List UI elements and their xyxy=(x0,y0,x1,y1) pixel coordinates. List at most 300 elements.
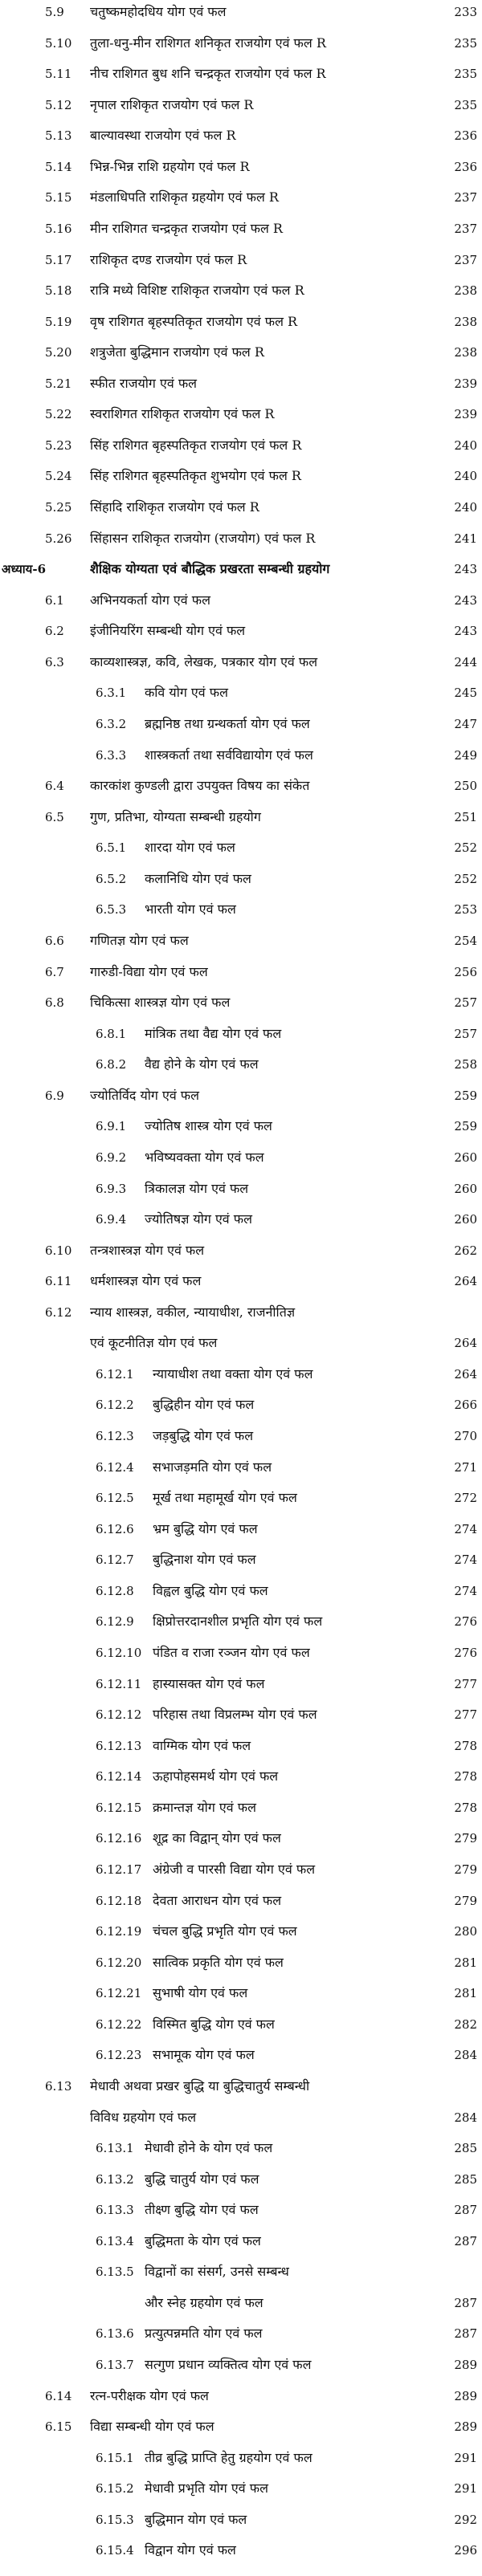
entry-number: 6.9.3 xyxy=(96,1181,127,1196)
page-number: 259 xyxy=(454,1088,477,1103)
entry-number: 6.13.2 xyxy=(96,2171,134,2187)
entry-number: 6.12.22 xyxy=(96,2016,142,2032)
page-number: 237 xyxy=(454,190,477,206)
entry-title: सात्विक प्रकृति योग एवं फल xyxy=(153,1954,284,1970)
page-number: 235 xyxy=(454,35,477,51)
page-number: 289 xyxy=(454,2358,477,2373)
entry-number: 6.12.13 xyxy=(96,1738,142,1753)
entry-number: 6.12.8 xyxy=(96,1583,134,1598)
toc-entry xyxy=(0,1364,482,1385)
entry-title: विद्वानों का संसर्ग, उनसे सम्बन्ध xyxy=(145,2264,289,2280)
entry-title: सिंह राशिगत बृहस्पतिकृत राजयोग एवं फल R xyxy=(90,437,302,453)
entry-number: 6.5.2 xyxy=(96,871,127,886)
entry-title: पंडित व राजा रञ्जन योग एवं फल xyxy=(153,1645,310,1660)
entry-title: नीच राशिगत बुध शनि चन्द्रकृत राजयोग एवं फल R xyxy=(90,66,326,82)
entry-number: 6.5.1 xyxy=(96,840,127,856)
entry-title: चिकित्सा शास्त्रज्ञ योग एवं फल xyxy=(90,995,231,1011)
page-number: 245 xyxy=(454,686,477,701)
page-number: 243 xyxy=(454,592,477,608)
page-number: 285 xyxy=(454,2171,477,2187)
entry-title: बुद्धि चातुर्य योग एवं फल xyxy=(145,2171,259,2187)
entry-number: 5.18 xyxy=(45,283,72,299)
entry-title: शत्रुजेता बुद्धिमान राजयोग एवं फल R xyxy=(90,344,264,360)
page-number: 254 xyxy=(454,933,477,948)
toc-entry xyxy=(0,2509,482,2530)
toc-entry xyxy=(0,1147,482,1168)
toc-entry xyxy=(0,837,482,858)
toc-entry xyxy=(0,682,482,703)
toc-entry xyxy=(0,930,482,951)
entry-number: 6.12.2 xyxy=(96,1398,134,1413)
entry-number: 6.3.3 xyxy=(96,747,127,763)
entry-number: 5.23 xyxy=(45,437,72,453)
entry-title: सभामूक योग एवं फल xyxy=(153,2047,255,2063)
entry-number: 5.19 xyxy=(45,314,72,329)
entry-title: कारकांश कुण्डली द्वारा उपयुक्त विषय का संकेत xyxy=(90,778,310,794)
entry-number: 5.14 xyxy=(45,159,72,174)
toc-entry xyxy=(0,962,482,983)
page-number: 235 xyxy=(454,67,477,82)
entry-title: सिंह राशिगत बृहस्पतिकृत शुभयोग एवं फल R xyxy=(90,468,301,484)
entry-number: 6.12.11 xyxy=(96,1676,142,1691)
entry-title: कलानिधि योग एवं फल xyxy=(145,870,251,886)
toc-entry xyxy=(0,2076,482,2097)
toc-entry xyxy=(0,590,482,611)
toc-entry xyxy=(0,33,482,54)
entry-number: 6.4 xyxy=(45,779,64,794)
entry-title: ब्रह्मनिष्ठ तथा ग्रन्थकर्ता योग एवं फल xyxy=(145,716,310,732)
toc-entry xyxy=(0,2107,482,2128)
entry-number: 6.12.18 xyxy=(96,1893,142,1908)
page-number: 277 xyxy=(454,1707,477,1723)
entry-number: 5.10 xyxy=(45,35,72,51)
entry-title: रत्न-परीक्षक योग एवं फल xyxy=(90,2387,209,2403)
toc-entry xyxy=(0,1457,482,1478)
toc-entry xyxy=(0,775,482,796)
page-number: 239 xyxy=(454,407,477,422)
page-number: 243 xyxy=(454,562,477,577)
page-number: 252 xyxy=(454,840,477,856)
page-number: 271 xyxy=(454,1459,477,1475)
page-number: 241 xyxy=(454,531,477,546)
page-number: 236 xyxy=(454,159,477,174)
entry-title: शूद्र का विद्वान् योग एवं फल xyxy=(153,1830,281,1846)
entry-title: वृष राशिगत बृहस्पतिकृत राजयोग एवं फल R xyxy=(90,313,298,329)
page-number: 259 xyxy=(454,1119,477,1134)
toc-entry xyxy=(0,2169,482,2190)
entry-number: 5.21 xyxy=(45,376,72,391)
entry-title: सत्गुण प्रधान व्यक्तित्व योग एवं फल xyxy=(145,2357,312,2373)
entry-title: बुद्धिहीन योग एवं फल xyxy=(153,1397,255,1413)
page-number: 238 xyxy=(454,314,477,329)
entry-title: जड़बुद्धि योग एवं फल xyxy=(153,1428,254,1444)
page-number: 282 xyxy=(454,2016,477,2032)
entry-title: सिंहासन राशिकृत राजयोग (राजयोग) एवं फल R xyxy=(90,530,316,546)
page-number: 257 xyxy=(454,1026,477,1041)
entry-title: हास्यासक्त योग एवं फल xyxy=(153,1675,265,1691)
page-number: 244 xyxy=(454,654,477,669)
toc-entry xyxy=(0,2261,482,2282)
entry-title: क्षिप्रोत्तरदानशील प्रभृति योग एवं फल xyxy=(153,1614,323,1630)
entry-number: 6.13.1 xyxy=(96,2141,134,2156)
toc-entry xyxy=(0,95,482,116)
page-number: 278 xyxy=(454,1800,477,1815)
entry-number: 6.3.1 xyxy=(96,686,127,701)
entry-title: स्वराशिगत राशिकृत राजयोग एवं फल R xyxy=(90,406,275,422)
page-number: 276 xyxy=(454,1646,477,1660)
entry-number: 6.15.2 xyxy=(96,2481,134,2497)
entry-title: भविष्यवक्ता योग एवं फल xyxy=(145,1149,264,1165)
entry-title: सिंहादि राशिकृत राजयोग एवं फल R xyxy=(90,499,259,515)
entry-title: गुण, प्रतिभा, योग्यता सम्बन्धी ग्रहयोग xyxy=(90,808,261,824)
entry-title: विह्वल बुद्धि योग एवं फल xyxy=(153,1582,268,1598)
toc-entry xyxy=(0,745,482,766)
entry-number: 6.1 xyxy=(45,592,64,608)
page-number: 240 xyxy=(454,469,477,484)
toc-entry xyxy=(0,1271,482,1292)
page-number: 247 xyxy=(454,717,477,732)
page-number: 237 xyxy=(454,221,477,236)
entry-number: 6.12.6 xyxy=(96,1521,134,1536)
page-number: 238 xyxy=(454,345,477,360)
toc-entry xyxy=(0,528,482,549)
entry-title: काव्यशास्त्रज्ञ, कवि, लेखक, पत्रकार योग एवं फल xyxy=(90,653,318,669)
entry-number: 6.12.15 xyxy=(96,1800,142,1815)
entry-title: भिन्न-भिन्न राशि ग्रहयोग एवं फल R xyxy=(90,158,250,174)
entry-number: 6.8.2 xyxy=(96,1057,127,1072)
entry-number: 5.20 xyxy=(45,345,72,360)
toc-entry xyxy=(0,280,482,301)
entry-number: 5.25 xyxy=(45,500,72,515)
entry-title: मेधावी अथवा प्रखर बुद्धि या बुद्धिचातुर्य सम्बन्धी xyxy=(90,2077,310,2094)
toc-entry xyxy=(0,1240,482,1261)
toc-entry xyxy=(0,1085,482,1106)
toc-entry xyxy=(0,2014,482,2035)
page-number: 239 xyxy=(454,376,477,391)
page-number: 249 xyxy=(454,747,477,763)
entry-number: 6.12 xyxy=(45,1304,72,1320)
toc-entry xyxy=(0,1642,482,1663)
entry-number: 5.12 xyxy=(45,97,72,112)
entry-title: ऊहापोहसमर्थ योग एवं फल xyxy=(153,1768,279,1784)
entry-title: कवि योग एवं फल xyxy=(145,685,228,701)
entry-title: ज्योतिर्विद योग एवं फल xyxy=(90,1087,199,1103)
toc-entry xyxy=(0,2448,482,2468)
entry-number: 6.2 xyxy=(45,624,64,639)
toc-entry xyxy=(0,187,482,208)
page-number: 281 xyxy=(454,1986,477,2001)
toc-entry xyxy=(0,497,482,518)
entry-title: अभिनयकर्ता योग एवं फल xyxy=(90,592,210,608)
page-number: 233 xyxy=(454,5,477,19)
page-number: 284 xyxy=(454,2048,477,2063)
page-number: 285 xyxy=(454,2141,477,2156)
toc-entry xyxy=(0,1302,482,1323)
page-number: 287 xyxy=(454,2326,477,2342)
page-number: 250 xyxy=(454,779,477,794)
page-number: 236 xyxy=(454,128,477,144)
page-number: 264 xyxy=(454,1366,477,1382)
entry-number: 6.5 xyxy=(45,809,64,824)
entry-title: सभाजड़मति योग एवं फल xyxy=(153,1459,272,1475)
page-number: 281 xyxy=(454,1955,477,1970)
entry-number: 5.13 xyxy=(45,128,72,144)
entry-number: 6.12.19 xyxy=(96,1924,142,1939)
toc-entry xyxy=(0,899,482,920)
entry-number: 6.15.3 xyxy=(96,2512,134,2527)
toc-entry xyxy=(0,1333,482,1353)
entry-number: 5.22 xyxy=(45,407,72,422)
page-number: 278 xyxy=(454,1769,477,1784)
entry-title: इंजीनियरिंग सम्बन्धी योग एवं फल xyxy=(90,623,246,639)
page-number: 274 xyxy=(454,1553,477,1568)
entry-title: अंग्रेजी व पारसी विद्या योग एवं फल xyxy=(153,1861,316,1877)
entry-number: 6.15.1 xyxy=(96,2450,134,2465)
toc-entry xyxy=(0,1921,482,1942)
entry-number: 6.9 xyxy=(45,1088,64,1103)
entry-title: रात्रि मध्ये विशिष्ट राशिकृत राजयोग एवं फल R xyxy=(90,283,304,299)
page-number: 257 xyxy=(454,995,477,1011)
entry-title: बाल्यावस्था राजयोग एवं फल R xyxy=(90,128,236,144)
entry-title: विद्वान योग एवं फल xyxy=(145,2542,236,2558)
toc-entry xyxy=(0,2200,482,2220)
entry-title: तन्त्रशास्त्रज्ञ योग एवं फल xyxy=(90,1242,205,1258)
chapter-label: अध्याय-6 xyxy=(2,562,47,577)
page-number: 252 xyxy=(454,871,477,886)
entry-title: धर्मशास्त्रज्ञ योग एवं फल xyxy=(90,1273,202,1289)
toc-entry xyxy=(0,2293,482,2314)
entry-number: 6.12.16 xyxy=(96,1831,142,1846)
page-number: 240 xyxy=(454,437,477,453)
entry-title: भ्रम बुद्धि योग एवं फल xyxy=(153,1520,258,1536)
page-number: 235 xyxy=(454,97,477,112)
toc-entry xyxy=(0,1116,482,1137)
page-number: 296 xyxy=(454,2543,477,2558)
entry-number: 6.12.3 xyxy=(96,1429,134,1444)
entry-number: 6.9.4 xyxy=(96,1212,127,1227)
entry-title: और स्नेह ग्रहयोग एवं फल xyxy=(145,2294,263,2310)
entry-title: सुभाषी योग एवं फल xyxy=(153,1985,248,2001)
entry-title: विस्मित बुद्धि योग एवं फल xyxy=(153,2016,275,2032)
toc-entry xyxy=(0,435,482,456)
toc-entry xyxy=(0,2478,482,2499)
toc-entry xyxy=(0,1828,482,1849)
toc-entry xyxy=(0,157,482,177)
page-number: 266 xyxy=(454,1398,477,1413)
page-number: 240 xyxy=(454,500,477,515)
page-number: 291 xyxy=(454,2450,477,2465)
toc-entry xyxy=(0,1704,482,1725)
toc-entry xyxy=(0,1023,482,1044)
entry-number: 6.13.4 xyxy=(96,2233,134,2248)
entry-title: परिहास तथा विप्रलम्भ योग एवं फल xyxy=(153,1707,317,1723)
entry-title: मंडलाधिपति राशिकृत ग्रहयोग एवं फल R xyxy=(90,189,279,206)
toc-entry xyxy=(0,125,482,146)
entry-title: त्रिकालज्ञ योग एवं फल xyxy=(145,1180,249,1196)
entry-title: वाग्मिक योग एवं फल xyxy=(153,1737,251,1753)
page-number: 253 xyxy=(454,902,477,918)
toc-entry xyxy=(0,250,482,271)
toc-entry xyxy=(0,1209,482,1230)
entry-number: 6.13.3 xyxy=(96,2203,134,2218)
toc-entry xyxy=(0,714,482,735)
entry-title: बुद्धिमता के योग एवं फल xyxy=(145,2232,261,2248)
toc-entry xyxy=(0,1394,482,1415)
toc-entry xyxy=(0,2386,482,2407)
entry-number: 6.12.9 xyxy=(96,1614,134,1630)
toc-entry xyxy=(0,1859,482,1880)
entry-title: विद्या सम्बन्धी योग एवं फल xyxy=(90,2419,214,2435)
entry-number: 6.9.1 xyxy=(96,1119,127,1134)
page-number: 251 xyxy=(454,809,477,824)
toc-entry xyxy=(0,1766,482,1787)
page-number: 260 xyxy=(454,1150,477,1165)
entry-number: 6.8.1 xyxy=(96,1026,127,1041)
entry-title: मूर्ख तथा महामूर्ख योग एवं फल xyxy=(153,1490,297,1506)
entry-title: मेधावी प्रभृति योग एवं फल xyxy=(145,2480,268,2497)
entry-title: मांत्रिक तथा वैद्य योग एवं फल xyxy=(145,1025,282,1041)
toc-entry xyxy=(0,2,482,22)
entry-number: 6.12.14 xyxy=(96,1769,142,1784)
page-number: 278 xyxy=(454,1738,477,1753)
toc-entry xyxy=(0,63,482,84)
toc-entry xyxy=(0,2540,482,2561)
entry-title: चंचल बुद्धि प्रभृति योग एवं फल xyxy=(153,1923,297,1939)
entry-title: भारती योग एवं फल xyxy=(145,901,236,918)
entry-title: नृपाल राशिकृत राजयोग एवं फल R xyxy=(90,96,254,112)
toc-entry xyxy=(0,2045,482,2065)
toc-entry xyxy=(0,1797,482,1818)
entry-number: 6.12.1 xyxy=(96,1366,134,1382)
page-number: 260 xyxy=(454,1212,477,1227)
entry-number: 6.12.17 xyxy=(96,1862,142,1877)
entry-number: 5.24 xyxy=(45,469,72,484)
page-number: 264 xyxy=(454,1336,477,1351)
entry-title: शारदा योग एवं फल xyxy=(145,840,235,856)
toc-entry xyxy=(0,1890,482,1911)
entry-number: 6.5.3 xyxy=(96,902,127,918)
entry-title: मेधावी होने के योग एवं फल xyxy=(145,2140,273,2156)
toc-entry xyxy=(0,2323,482,2344)
page-number: 274 xyxy=(454,1583,477,1598)
toc-entry xyxy=(0,1426,482,1447)
entry-number: 5.17 xyxy=(45,252,72,267)
entry-number: 6.11 xyxy=(45,1274,72,1289)
page-number: 292 xyxy=(454,2512,477,2527)
entry-number: 6.12.5 xyxy=(96,1491,134,1506)
entry-title: शैक्षिक योग्यता एवं बौद्धिक प्रखरता सम्बन्धी ग्रहयोग xyxy=(90,561,330,577)
page-number: 289 xyxy=(454,2419,477,2435)
entry-title: चतुष्कमहोदधिय योग एवं फल xyxy=(90,4,227,19)
toc-entry xyxy=(0,1487,482,1508)
entry-number: 5.16 xyxy=(45,221,72,236)
entry-title: वैद्य होने के योग एवं फल xyxy=(145,1056,259,1072)
page-number: 274 xyxy=(454,1521,477,1536)
toc-entry xyxy=(0,1054,482,1075)
toc-entry xyxy=(0,1674,482,1695)
toc-entry xyxy=(0,621,482,641)
page-number: 291 xyxy=(454,2481,477,2497)
toc-entry xyxy=(0,652,482,673)
toc-entry xyxy=(0,869,482,889)
entry-number: 6.14 xyxy=(45,2388,72,2403)
entry-number: 6.6 xyxy=(45,933,64,948)
toc-entry xyxy=(0,404,482,425)
entry-number: 6.15 xyxy=(45,2419,72,2435)
page-number: 260 xyxy=(454,1181,477,1196)
page-number: 272 xyxy=(454,1491,477,1506)
entry-title: तीक्ष्ण बुद्धि योग एवं फल xyxy=(145,2202,259,2218)
entry-title: एवं कूटनीतिज्ञ योग एवं फल xyxy=(90,1335,218,1351)
toc-entry xyxy=(0,2231,482,2252)
page-number: 284 xyxy=(454,2110,477,2125)
toc-entry xyxy=(0,1952,482,1973)
page-number: 270 xyxy=(454,1429,477,1444)
entry-number: 6.12.7 xyxy=(96,1553,134,1568)
entry-number: 5.15 xyxy=(45,190,72,206)
entry-number: 5.9 xyxy=(45,5,64,19)
page-number: 262 xyxy=(454,1243,477,1258)
entry-title: गणितज्ञ योग एवं फल xyxy=(90,932,189,948)
entry-title: गारुडी-विद्या योग एवं फल xyxy=(90,963,208,979)
entry-number: 6.12.12 xyxy=(96,1707,142,1723)
entry-title: क्रमान्तज्ञ योग एवं फल xyxy=(153,1799,256,1815)
entry-number: 6.10 xyxy=(45,1243,72,1258)
page-number: 279 xyxy=(454,1862,477,1877)
entry-number: 6.13.6 xyxy=(96,2326,134,2342)
page-number: 264 xyxy=(454,1274,477,1289)
toc-entry xyxy=(0,342,482,363)
toc-entry xyxy=(0,2354,482,2375)
toc-entry xyxy=(0,1581,482,1601)
entry-number: 6.3.2 xyxy=(96,717,127,732)
entry-title: देवता आराधन योग एवं फल xyxy=(153,1892,282,1908)
entry-number: 6.9.2 xyxy=(96,1150,127,1165)
toc-entry xyxy=(0,992,482,1013)
toc-entry xyxy=(0,218,482,239)
page-number: 238 xyxy=(454,283,477,299)
entry-title: मीन राशिगत चन्द्रकृत राजयोग एवं फल R xyxy=(90,220,283,236)
entry-title: ज्योतिषज्ञ योग एवं फल xyxy=(145,1211,252,1227)
toc-chapter-heading xyxy=(0,559,482,580)
toc-entry xyxy=(0,373,482,394)
page-number: 258 xyxy=(454,1057,477,1072)
page-number: 287 xyxy=(454,2233,477,2248)
toc-entry xyxy=(0,311,482,332)
entry-number: 6.12.20 xyxy=(96,1955,142,1970)
toc-entry xyxy=(0,1736,482,1756)
page-number: 279 xyxy=(454,1893,477,1908)
page-number: 277 xyxy=(454,1676,477,1691)
entry-number: 6.3 xyxy=(45,654,64,669)
entry-number: 6.8 xyxy=(45,995,64,1011)
entry-number: 5.26 xyxy=(45,531,72,546)
page-number: 289 xyxy=(454,2388,477,2403)
entry-title: स्फीत राजयोग एवं फल xyxy=(90,375,198,391)
entry-number: 6.12.10 xyxy=(96,1646,142,1660)
page-number: 287 xyxy=(454,2203,477,2218)
entry-title: तुला-धनु-मीन राशिगत शनिकृत राजयोग एवं फल R xyxy=(90,35,326,51)
toc-entry xyxy=(0,466,482,486)
entry-number: 6.13 xyxy=(45,2078,72,2094)
entry-number: 6.12.21 xyxy=(96,1986,142,2001)
entry-title: ज्योतिष शास्त्र योग एवं फल xyxy=(145,1118,272,1134)
toc-entry xyxy=(0,807,482,828)
toc-entry xyxy=(0,1983,482,2004)
page-number: 276 xyxy=(454,1614,477,1630)
entry-title: शास्त्रकर्ता तथा सर्वविद्यायोग एवं फल xyxy=(145,747,313,763)
entry-title: राशिकृत दण्ड राजयोग एवं फल R xyxy=(90,251,247,267)
